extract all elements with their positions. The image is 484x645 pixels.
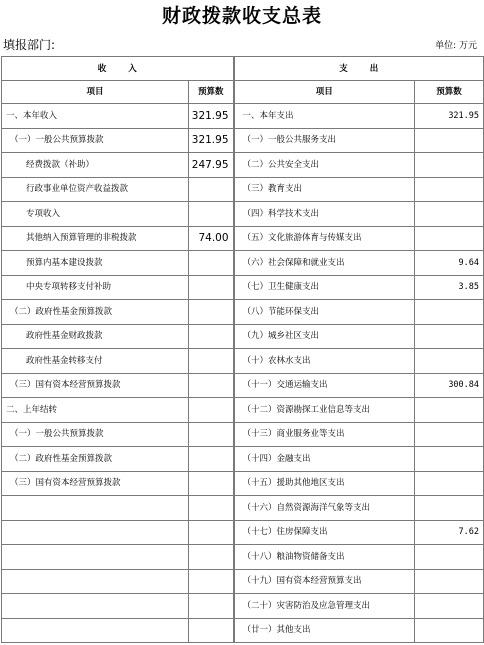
expense-budget-cell	[415, 496, 484, 521]
table-row	[2, 251, 484, 276]
expense-budget-cell	[415, 422, 484, 447]
income-budget-cell: 321.95	[189, 104, 234, 129]
income-item-cell: （一）一般公共预算拨款	[2, 128, 189, 153]
income-item-cell: 政府性基金财政拨款	[2, 324, 189, 349]
income-budget-cell: 74.00	[189, 226, 234, 251]
expense-item-cell: （十三）商业服务业等支出	[234, 422, 415, 447]
income-budget-cell	[189, 520, 234, 545]
expense-item-cell: （十）农林水支出	[234, 349, 415, 374]
income-item-cell: 二、上年结转	[2, 398, 189, 423]
col-income-budget: 预算数	[189, 81, 234, 104]
expense-budget-cell: 7.62	[415, 520, 484, 545]
income-item-cell: 中央专项转移支付补助	[2, 275, 189, 300]
income-item-cell: （一）一般公共预算拨款	[2, 422, 189, 447]
table-row	[2, 324, 484, 349]
income-budget-cell	[189, 398, 234, 423]
section-header-row	[2, 57, 484, 81]
income-budget-cell	[189, 447, 234, 472]
income-item-cell	[2, 545, 189, 570]
table-row	[2, 569, 484, 594]
col-expense-item: 项目	[234, 81, 415, 104]
expense-budget-cell	[415, 471, 484, 496]
table-row	[2, 104, 484, 129]
income-item-cell	[2, 594, 189, 619]
expense-item-cell: （一）一般公共服务支出	[234, 128, 415, 153]
table-row	[2, 349, 484, 374]
income-budget-cell	[189, 594, 234, 619]
expense-item-cell: （十四）金融支出	[234, 447, 415, 472]
table-row	[2, 447, 484, 472]
expense-budget-cell	[415, 618, 484, 643]
expense-budget-cell	[415, 177, 484, 202]
income-item-cell: 政府性基金转移支付	[2, 349, 189, 374]
expense-budget-cell: 321.95	[415, 104, 484, 129]
income-budget-cell	[189, 177, 234, 202]
expense-item-cell: （九）城乡社区支出	[234, 324, 415, 349]
income-budget-cell	[189, 422, 234, 447]
table-row	[2, 373, 484, 398]
income-budget-cell	[189, 349, 234, 374]
col-income-item: 项目	[2, 81, 189, 104]
income-item-cell: 预算内基本建设拨款	[2, 251, 189, 276]
section-expense: 支出	[234, 57, 484, 81]
income-budget-cell	[189, 545, 234, 570]
income-budget-cell	[189, 251, 234, 276]
expense-budget-cell	[415, 226, 484, 251]
table-body	[2, 57, 484, 643]
table-row	[2, 177, 484, 202]
expense-budget-cell	[415, 349, 484, 374]
expense-item-cell: （十六）自然资源海洋气象等支出	[234, 496, 415, 521]
table-row	[2, 618, 484, 643]
income-item-cell: （二）政府性基金预算拨款	[2, 300, 189, 325]
expense-item-cell: （三）教育支出	[234, 177, 415, 202]
expense-budget-cell: 9.64	[415, 251, 484, 276]
income-budget-cell	[189, 300, 234, 325]
expense-item-cell: 一、本年支出	[234, 104, 415, 129]
expense-budget-cell: 3.85	[415, 275, 484, 300]
table-row	[2, 594, 484, 619]
expense-budget-cell	[415, 300, 484, 325]
income-budget-cell	[189, 471, 234, 496]
income-item-cell: （三）国有资本经营预算拨款	[2, 373, 189, 398]
section-income: 收入	[2, 57, 234, 81]
income-budget-cell	[189, 324, 234, 349]
income-budget-cell	[189, 569, 234, 594]
table-row	[2, 202, 484, 227]
expense-budget-cell	[415, 128, 484, 153]
table-row	[2, 226, 484, 251]
expense-budget-cell	[415, 324, 484, 349]
income-item-cell: （二）政府性基金预算拨款	[2, 447, 189, 472]
income-item-cell	[2, 520, 189, 545]
table-row	[2, 422, 484, 447]
income-budget-cell	[189, 496, 234, 521]
expense-item-cell: （十八）粮油物资储备支出	[234, 545, 415, 570]
table-row	[2, 300, 484, 325]
income-item-cell	[2, 496, 189, 521]
table-row	[2, 496, 484, 521]
income-budget-cell	[189, 618, 234, 643]
expense-item-cell: （七）卫生健康支出	[234, 275, 415, 300]
table-row	[2, 128, 484, 153]
expense-budget-cell	[415, 153, 484, 178]
expense-budget-cell	[415, 447, 484, 472]
expense-item-cell: （六）社会保障和就业支出	[234, 251, 415, 276]
expense-item-cell: （十一）交通运输支出	[234, 373, 415, 398]
expense-item-cell: （二）公共安全支出	[234, 153, 415, 178]
expense-item-cell: （四）科学技术支出	[234, 202, 415, 227]
page-title: 财政拨款收支总表	[161, 5, 322, 27]
expense-budget-cell	[415, 202, 484, 227]
expense-budget-cell: 300.84	[415, 373, 484, 398]
table-row	[2, 153, 484, 178]
expense-budget-cell	[415, 545, 484, 570]
column-header-row	[2, 81, 484, 104]
report-meta	[0, 34, 484, 54]
income-item-cell: 行政事业单位资产收益拨款	[2, 177, 189, 202]
expense-item-cell: （五）文化旅游体育与传媒支出	[234, 226, 415, 251]
col-expense-budget: 预算数	[415, 81, 484, 104]
income-item-cell: 一、本年收入	[2, 104, 189, 129]
table-row	[2, 275, 484, 300]
table-row	[2, 471, 484, 496]
expense-item-cell: （十七）住房保障支出	[234, 520, 415, 545]
expense-item-cell: （十九）国有资本经营预算支出	[234, 569, 415, 594]
table-row	[2, 545, 484, 570]
expense-item-cell: （十二）资源勘探工业信息等支出	[234, 398, 415, 423]
income-budget-cell	[189, 275, 234, 300]
income-item-cell: 经费拨款（补助）	[2, 153, 189, 178]
table-row	[2, 520, 484, 545]
income-budget-cell: 247.95	[189, 153, 234, 178]
expense-item-cell: （廿一）其他支出	[234, 618, 415, 643]
income-item-cell: 专项收入	[2, 202, 189, 227]
expense-budget-cell	[415, 398, 484, 423]
income-item-cell: （三）国有资本经营预算拨款	[2, 471, 189, 496]
expense-item-cell: （八）节能环保支出	[234, 300, 415, 325]
department-label: 填报部门:	[3, 38, 56, 52]
expense-budget-cell	[415, 594, 484, 619]
expense-budget-cell	[415, 569, 484, 594]
income-item-cell	[2, 569, 189, 594]
unit-note: 单位: 万元	[435, 41, 477, 51]
table-row	[2, 398, 484, 423]
expense-item-cell: （十五）援助其他地区支出	[234, 471, 415, 496]
income-budget-cell: 321.95	[189, 128, 234, 153]
budget-table	[1, 56, 484, 643]
income-budget-cell	[189, 373, 234, 398]
income-item-cell	[2, 618, 189, 643]
income-budget-cell	[189, 202, 234, 227]
income-item-cell: 其他纳入预算管理的非税拨款	[2, 226, 189, 251]
expense-item-cell: （二十）灾害防治及应急管理支出	[234, 594, 415, 619]
